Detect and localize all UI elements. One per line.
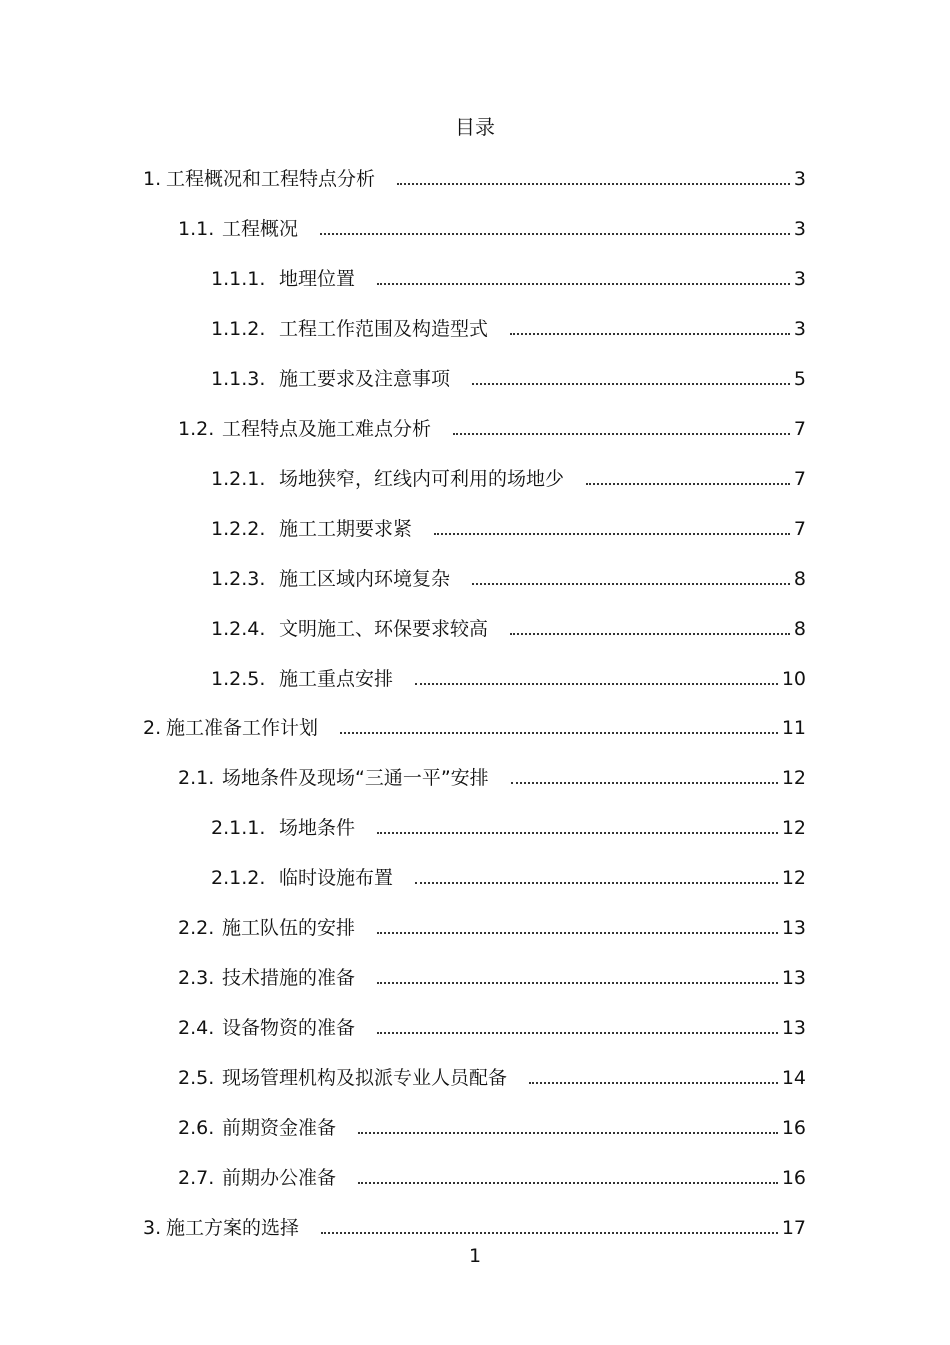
toc-entry[interactable] [0,1165,950,1191]
toc-entry-number: 2.7. [178,1167,215,1189]
toc-entry-page: 5 [793,367,806,390]
toc-entry-number: 3. [143,1216,162,1239]
toc-entry-leader [340,732,778,734]
toc-entry-number: 2.1.2. [211,867,266,890]
toc-entry[interactable] [0,416,950,442]
toc-entry-page: 7 [793,517,806,540]
toc-entry-page: 12 [781,767,806,790]
toc-entry-title: 前期办公准备 [222,1167,337,1189]
toc-entry-number: 1.2.2. [211,517,266,540]
toc-entry-leader [510,633,790,635]
toc-entry-number: 2.4. [178,1017,215,1040]
toc-entry-number: 1.1.1. [211,267,266,290]
toc-entry-leader [529,1082,778,1084]
toc-entry-leader [415,683,778,685]
page-title: 目录 [455,115,495,139]
toc-entry[interactable] [0,166,950,192]
toc-entry-number: 1. [143,168,162,190]
toc-entry-leader [472,383,790,385]
toc-entry-page: 13 [781,1017,806,1040]
toc-entry-number: 2.1.1. [211,817,266,840]
toc-entry-leader [586,483,790,485]
toc-entry-leader [321,1232,778,1234]
toc-entry-leader [377,932,778,934]
toc-entry[interactable] [0,516,950,542]
toc-entry-title: 工程特点及施工难点分析 [222,417,432,440]
toc-entry-title: 现场管理机构及拟派专业人员配备 [222,1067,508,1090]
toc-entry-title: 工程工作范围及构造型式 [279,317,489,340]
toc-entry-leader [377,283,790,285]
toc-entry[interactable] [0,466,950,492]
toc-entry[interactable] [0,915,950,941]
toc-entry-number: 1.2.4. [211,617,266,640]
toc-entry-page: 7 [793,467,806,490]
toc-entry-leader [377,982,778,984]
toc-entry-page: 16 [781,1167,806,1189]
toc-entry-number: 1.1.3. [211,367,266,390]
toc-entry-title: 施工准备工作计划 [166,717,319,740]
toc-entry-number: 2.1. [178,767,215,790]
toc-entry-page: 3 [793,217,806,240]
toc-entry-title: 场地狭窄，红线内可利用的场地少 [279,467,565,490]
toc-entry[interactable] [0,566,950,592]
toc-entry-title: 临时设施布置 [279,867,394,890]
toc-entry-page: 13 [781,917,806,940]
toc-entry-page: 7 [793,417,806,440]
toc-entry-leader [377,832,778,834]
toc-entry-title: 技术措施的准备 [222,967,356,990]
toc-entry-page: 12 [781,867,806,890]
toc-entry-title: 设备物资的准备 [222,1017,356,1040]
toc-entry[interactable] [0,1215,950,1241]
toc-entry-title: 工程概况和工程特点分析 [166,168,376,190]
toc-entry-leader [320,233,790,235]
toc-entry-leader [358,1132,778,1134]
toc-entry-page: 3 [793,317,806,340]
toc-entry[interactable] [0,815,950,841]
toc-entry-title: 施工要求及注意事项 [279,367,451,390]
toc-entry[interactable] [0,366,950,392]
toc-entry-title: 施工区域内环境复杂 [279,567,451,590]
page-number: 1 [468,1245,482,1267]
toc-entry-page: 10 [781,667,806,690]
toc-entry-page: 3 [793,267,806,290]
toc-entry[interactable] [0,1015,950,1041]
toc-entry-title: 文明施工、环保要求较高 [279,617,489,640]
toc-entry-page: 12 [781,817,806,840]
toc-entry-title: 场地条件 [279,817,356,840]
toc-entry-page: 8 [793,617,806,640]
toc-entry-page: 17 [781,1216,806,1239]
toc-entry-leader [377,1032,778,1034]
toc-entry-title: 工程概况 [222,217,299,240]
toc-entry-number: 1.2.5. [211,667,266,690]
toc-entry-leader [397,183,790,185]
toc-entry-leader [415,882,778,884]
toc-entry-leader [511,782,778,784]
toc-entry[interactable] [0,1065,950,1091]
toc-entry-number: 2.6. [178,1117,215,1140]
toc-entry[interactable] [0,715,950,741]
toc-entry-title: 地理位置 [279,267,356,290]
toc-entry-leader [434,533,790,535]
toc-entry-number: 2.3. [178,967,215,990]
toc-entry-page: 13 [781,967,806,990]
toc-entry-page: 8 [793,567,806,590]
toc-entry[interactable] [0,616,950,642]
toc-entry-number: 2.2. [178,917,215,940]
toc-entry-leader [510,333,790,335]
toc-entry[interactable] [0,666,950,692]
toc-entry[interactable] [0,266,950,292]
toc-entry-page: 3 [793,168,806,190]
toc-entry-title: 施工队伍的安排 [222,917,356,940]
toc-entry-title: 施工重点安排 [279,667,394,690]
toc-entry-number: 2. [143,717,162,740]
toc-entry[interactable] [0,965,950,991]
toc-entry-leader [472,583,790,585]
toc-entry-page: 11 [781,717,806,740]
toc-entry-title: 施工工期要求紧 [279,517,413,540]
toc-entry-page: 16 [781,1117,806,1140]
toc-entry-number: 1.2.1. [211,467,266,490]
toc-entry-page: 14 [781,1067,806,1090]
toc-entry-number: 1.1. [178,217,215,240]
toc-entry[interactable] [0,865,950,891]
toc-entry-leader [358,1182,778,1184]
toc-entry-title: 场地条件及现场“三通一平”安排 [222,767,489,790]
toc-entry-number: 1.2.3. [211,567,266,590]
toc-entry[interactable] [0,765,950,791]
toc-entry-number: 1.1.2. [211,317,266,340]
toc-entry[interactable] [0,216,950,242]
toc-entry-leader [453,433,790,435]
toc-entry-number: 1.2. [178,417,215,440]
toc-entry-number: 2.5. [178,1067,215,1090]
toc-entry[interactable] [0,1115,950,1141]
toc-entry-title: 前期资金准备 [222,1117,337,1140]
toc-entry-title: 施工方案的选择 [166,1216,300,1239]
toc-entry[interactable] [0,316,950,342]
